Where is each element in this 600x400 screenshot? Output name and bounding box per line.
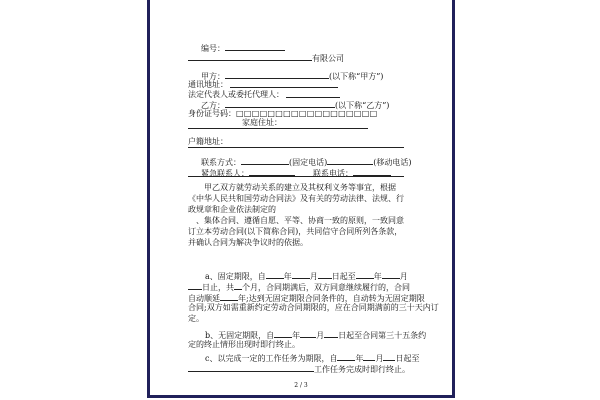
party-b-label: 乙方： [201, 101, 225, 110]
party-a-address-label: 通讯地址： [188, 80, 228, 89]
fixed-phone-label: (固定电话) [289, 158, 328, 167]
party-a-row [201, 70, 383, 82]
term-c-line-1: c、以完成一定的工作任务为期限，自 年 月 日起至 [205, 354, 420, 363]
mobile-phone-label: (移动电话) [373, 158, 412, 167]
party-b-home-label: 家庭住址： [242, 118, 282, 127]
term-b-line-1: b、无固定期限，自 年 月 日起至合同第三十五条约 [205, 331, 427, 340]
party-a-rep-blank [286, 97, 340, 98]
company-suffix: 有限公司 [312, 54, 344, 63]
term-a-line-3: 自动顺延 年;达到无固定期限合同条件的，自动转为无固定期限 [188, 294, 425, 303]
party-b-id-boxes: □□□□□□□□□□□□□□□□□□ [236, 109, 378, 118]
phone-label: 联系电话： [313, 169, 353, 178]
term-b-line-2: 定的终止情形出现时即行终止。 [188, 340, 300, 349]
emergency-blank [249, 167, 295, 176]
preamble-paragraph-1: 甲乙双方就劳动关系的建立及其权利义务等事宜，根据《中华人民共和国劳动合同法》及有关的劳动法律、法规、行政规章和企业依法制定的 [188, 183, 404, 214]
phone-blank [353, 167, 391, 176]
party-b-home-row [242, 118, 282, 128]
term-a-line-4: 合同;双方如需重新约定劳动合同期限的，应在合同期满前的三十天内订 [188, 303, 439, 312]
company-row [188, 52, 344, 64]
contact-label: 联系方式： [201, 158, 241, 167]
party-b-hukou-row [188, 137, 228, 147]
party-a-alias: (以下称“甲方”) [329, 72, 384, 81]
term-a-line-2: 日止，共 个月，合同期满后，双方同意继续履行的，合同 [188, 281, 410, 293]
page-number: 2 / 3 [294, 382, 308, 389]
emergency-row [201, 167, 391, 179]
company-name-blank [188, 52, 312, 61]
party-b-blank [225, 99, 335, 108]
document-page [147, 0, 455, 398]
party-a-blank [225, 70, 329, 79]
emergency-label: 紧急联系人： [201, 169, 249, 178]
term-a-line-1: a、固定期限，自 年 月 日起至 年 月 [205, 272, 408, 281]
party-a-address-row [188, 80, 228, 90]
party-b-hukou-label: 户籍地址： [188, 137, 228, 146]
party-b-alias: (以下称“乙方”) [335, 101, 390, 110]
party-b-id-row [188, 109, 377, 119]
party-b-id-label: 身份证号码： [188, 109, 236, 118]
party-b-hukou-blank [188, 147, 404, 148]
separator-rule [188, 176, 404, 177]
preamble-paragraph-2: 、集体合同、遵循自愿、平等、协商一致的原则，一致同意订立本劳动合同(以下简称合同)，共同信守合同所列各条款，并确认合同为解决争议时的依据。 [188, 216, 404, 247]
party-b-home-blank [188, 128, 368, 129]
party-a-rep-label: 法定代表人或委托代理人： [188, 90, 284, 99]
mobile-phone-blank [327, 156, 373, 165]
term-c-line-2: 工作任务完成时即行终止。 [188, 363, 410, 375]
contract-number-blank [225, 42, 285, 51]
contract-number-label: 编号： [201, 44, 225, 53]
fixed-phone-blank [241, 156, 289, 165]
party-a-address-blank [230, 87, 338, 88]
term-a-line-5: 定。 [188, 314, 204, 323]
party-a-label: 甲方： [201, 72, 225, 81]
